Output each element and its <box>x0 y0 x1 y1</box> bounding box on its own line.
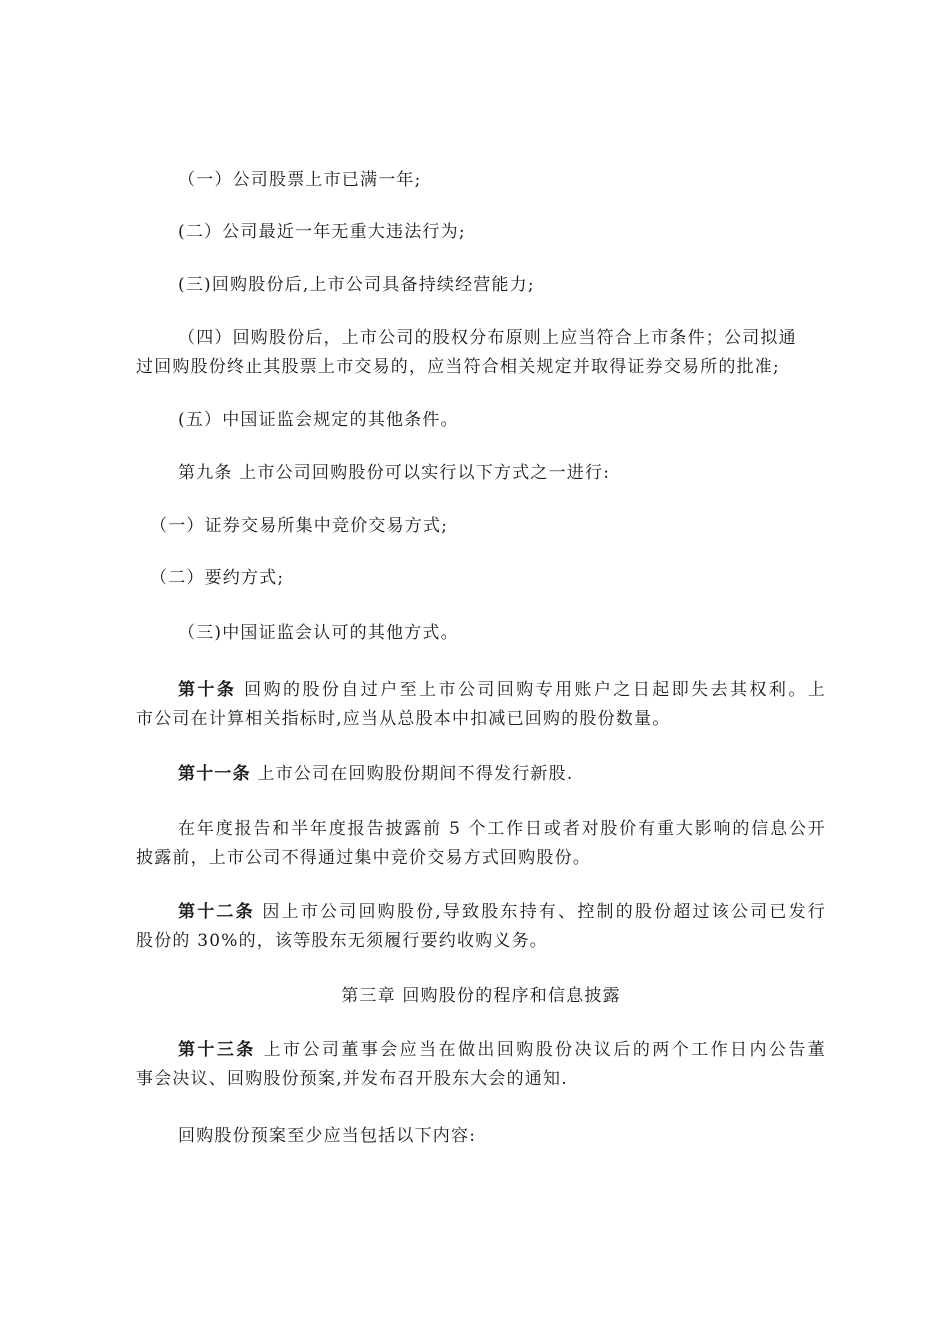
article-text: 上市公司在回购股份期间不得发行新股. <box>250 764 574 784</box>
article-heading-line: 第九条 上市公司回购股份可以实行以下方式之一进行: <box>178 463 611 483</box>
article-number: 第十二条 <box>178 902 255 922</box>
paragraph-line: 市公司在计算相关指标时,应当从总股本中扣减已回购的股份数量。 <box>136 709 671 729</box>
paragraph-line: 事会决议、回购股份预案,并发布召开股东大会的通知. <box>136 1069 568 1089</box>
paragraph-line: 股份的 30%的，该等股东无须履行要约收购义务。 <box>136 931 548 951</box>
paragraph-line: (二）公司最近一年无重大违法行为; <box>178 222 466 242</box>
paragraph-line: 在年度报告和半年度报告披露前 5 个工作日或者对股价有重大影响的信息公开 <box>178 819 826 839</box>
paragraph-line: （一）证券交易所集中竞价交易方式; <box>150 516 449 536</box>
article-text: 因上市公司回购股份,导致股东持有、控制的股份超过该公司已发行 <box>254 902 826 922</box>
paragraph-line: 回购股份预案至少应当包括以下内容: <box>178 1126 477 1146</box>
article-line <box>178 762 868 786</box>
article-number: 第十一条 <box>178 764 251 784</box>
article-text: 回购的股份自过户至上市公司回购专用账户之日起即失去其权利。上 <box>236 680 826 700</box>
paragraph-line: 过回购股份终止其股票上市交易的，应当符合相关规定并取得证券交易所的批准; <box>136 357 780 377</box>
article-line <box>178 678 826 702</box>
paragraph-line: （二）要约方式; <box>150 568 285 588</box>
paragraph-line: （三)中国证监会认可的其他方式。 <box>178 623 459 643</box>
article-line <box>178 900 826 924</box>
article-number: 第十三条 <box>178 1040 256 1060</box>
paragraph-line: (五）中国证监会规定的其他条件。 <box>178 410 459 430</box>
paragraph-line: （四）回购股份后，上市公司的股权分布原则上应当符合上市条件；公司拟通 <box>178 328 797 348</box>
paragraph-line: (三)回购股份后,上市公司具备持续经营能力; <box>178 275 535 295</box>
chapter-heading: 第三章 回购股份的程序和信息披露 <box>341 986 621 1006</box>
paragraph-line: （一）公司股票上市已满一年; <box>178 170 422 190</box>
paragraph-line: 披露前，上市公司不得通过集中竞价交易方式回购股份。 <box>136 848 591 868</box>
article-number: 第十条 <box>178 680 237 700</box>
article-text: 上市公司董事会应当在做出回购股份决议后的两个工作日内公告董 <box>255 1040 826 1060</box>
article-line <box>178 1038 826 1062</box>
